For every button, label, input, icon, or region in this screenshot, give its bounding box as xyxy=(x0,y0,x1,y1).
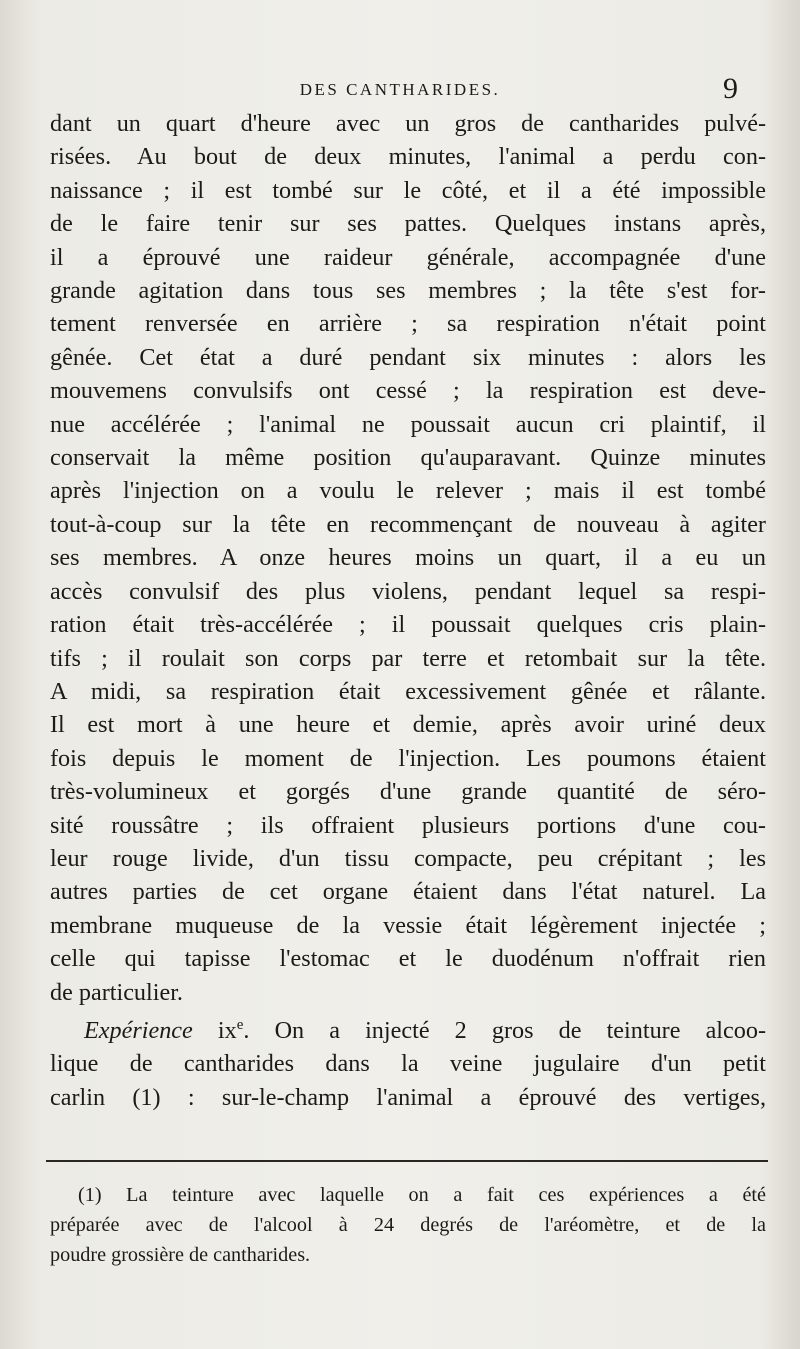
text-line: ses membres. A onze heures moins un quart, il a eu un xyxy=(50,544,766,572)
text-line: sité roussâtre ; ils offraient plusieurs portions d'une cou- xyxy=(50,811,766,839)
footnote-line: (1) La teinture avec laquelle on a fait ces expériences a été xyxy=(78,1184,766,1206)
text-line: tement renversée en arrière ; sa respiration n'était point xyxy=(50,310,766,338)
footnote-line: préparée avec de l'alcool à 24 degrés de l'aréomètre, et de la xyxy=(50,1214,766,1236)
experiment-number: ix xyxy=(217,1017,237,1045)
text-line: tout-à-coup sur la tête en recommençant de nouveau à agiter xyxy=(50,510,766,538)
footnote-line: poudre grossière de cantharides. xyxy=(50,1244,311,1266)
page-number: 9 xyxy=(723,72,738,105)
text-line: tifs ; il roulait son corps par terre et retombait sur la tête. xyxy=(50,644,766,672)
experiment-first-line-rest: . On a injecté 2 gros de teinture alcoo- xyxy=(243,1017,766,1045)
text-line: accès convulsif des plus violens, pendant lequel sa respi- xyxy=(50,577,766,605)
text-line: Il est mort à une heure et demie, après avoir uriné deux xyxy=(50,711,766,739)
text-line: de le faire tenir sur ses pattes. Quelques instans après, xyxy=(50,210,766,238)
text-line: dant un quart d'heure avec un gros de cantharides pulvé- xyxy=(50,110,766,137)
running-head xyxy=(0,72,800,108)
experiment-superscript: e xyxy=(236,1016,244,1033)
running-title: DES CANTHARIDES. xyxy=(299,80,501,99)
text-line: après l'injection on a voulu le relever ; mais il est tombé xyxy=(50,477,766,505)
text-line: autres parties de cet organe étaient dans l'état naturel. La xyxy=(50,878,766,906)
text-line: de particulier. xyxy=(50,978,183,1006)
text-line: membrane muqueuse de la vessie était légèrement injectée ; xyxy=(50,911,766,939)
text-line: risées. Au bout de deux minutes, l'animal a perdu con- xyxy=(50,143,766,171)
text-line: fois depuis le moment de l'injection. Les poumons étaient xyxy=(50,744,766,772)
text-line: leur rouge livide, d'un tissu compacte, peu crépitant ; les xyxy=(50,844,766,872)
text-line: mouvemens convulsifs ont cessé ; la respiration est deve- xyxy=(50,377,766,405)
text-line: gênée. Cet état a duré pendant six minutes : alors les xyxy=(50,343,766,371)
footnote xyxy=(50,1180,766,1270)
footnote-rule xyxy=(46,1160,768,1162)
experiment-label: Expérience xyxy=(84,1017,193,1045)
text-line: celle qui tapisse l'estomac et le duodénum n'offrait rien xyxy=(50,945,766,973)
text-line: conservait la même position qu'auparavant. Quinze minutes xyxy=(50,444,766,472)
text-line: très-volumineux et gorgés d'une grande quantité de séro- xyxy=(50,778,766,806)
body-text xyxy=(50,107,766,1114)
text-line: ration était très-accélérée ; il poussait quelques cris plain- xyxy=(50,611,766,639)
text-line: nue accélérée ; l'animal ne poussait aucun cri plaintif, il xyxy=(50,410,766,438)
text-line: naissance ; il est tombé sur le côté, et il a été impossible xyxy=(50,176,766,204)
text-line: il a éprouvé une raideur générale, accompagnée d'une xyxy=(50,243,766,271)
text-line: grande agitation dans tous ses membres ; la tête s'est for- xyxy=(50,277,766,305)
text-line: lique de cantharides dans la veine jugulaire d'un petit xyxy=(50,1050,766,1078)
text-line: carlin (1) : sur-le-champ l'animal a éprouvé des vertiges, xyxy=(50,1083,766,1111)
text-line: A midi, sa respiration était excessivement gênée et râlante. xyxy=(50,677,766,705)
experiment-heading-line xyxy=(50,1009,766,1047)
